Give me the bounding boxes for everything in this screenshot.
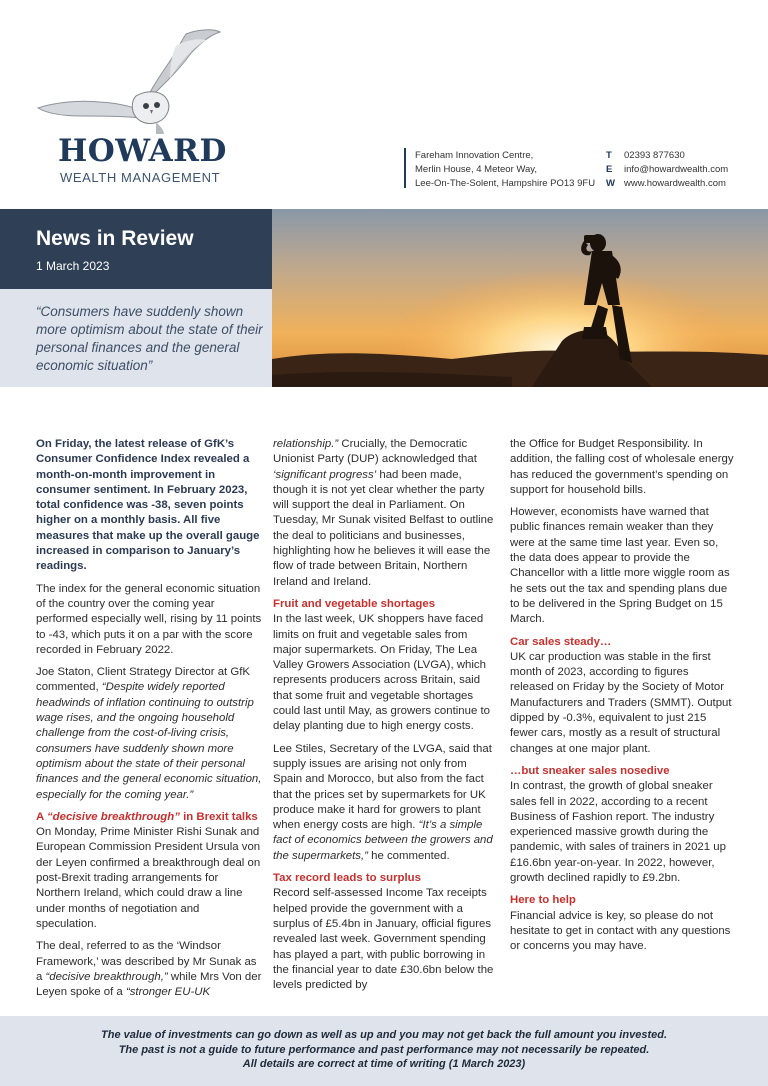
body-paragraph: the Office for Budget Responsibility. In addition, the falling cost of wholesale energy has reduced the government’s spending on support for household bills. [510, 438, 734, 496]
disclaimer-line: The past is not a guide to future performance and past performance may not necessarily be repeated. [118, 1043, 650, 1056]
owl-icon [36, 26, 236, 136]
section-heading-tax: Tax record leads to surplus [273, 872, 421, 885]
lead-paragraph: On Friday, the latest release of GfK’s Consumer Confidence Index revealed a month-on-month improvement in consumer sentiment. In February 2023, total confidence was -38, seven points higher on a monthly basis. All five measures that make up the overall gauge increased in comparison to January’s readings. [36, 438, 260, 573]
section-heading-fruit: Fruit and vegetable shortages [273, 597, 436, 610]
page-title: News in Review [36, 227, 194, 250]
body-paragraph: relationship.” Crucially, the Democratic Unionist Party (DUP) acknowledged that ‘significant progress’ had been made, though it is not yet clear whether the party will support the deal in Parliament. On Tuesday, Mr Sunak visited Belfast to outline the deal to politicians and businesses, highlighting how he believes it will ease the flow of trade between Britain, Northern Ireland and Ireland. [273, 438, 494, 588]
body-paragraph: The deal, referred to as the ‘Windsor Framework,’ was described by Mr Sunak as a “decisive breakthrough,” while Mrs Von der Leyen spoke of a “stronger EU-UK [36, 940, 262, 999]
disclaimer-line: The value of investments can go down as well as up and you may not get back the full amount you invested. [101, 1029, 667, 1041]
issue-date: 1 March 2023 [36, 259, 110, 273]
header-divider [404, 148, 406, 188]
address-block [415, 149, 595, 191]
brand-tagline: WEALTH MANAGEMENT [60, 170, 221, 185]
phone-row: T 02393 877630 [606, 150, 685, 161]
brand-name: HOWARD [58, 133, 227, 169]
disclaimer-footer [0, 1016, 768, 1086]
address-line: Merlin House, 4 Meteor Way, [415, 164, 537, 175]
email-row: E info@howardwealth.com [606, 164, 729, 175]
body-paragraph: Record self-assessed Income Tax receipts helped provide the government with a surplus of £5.4bn in January, official figures revealed last week. Government spending has played a part, with public borrowing in the financial year to date £30.6bn below the levels predicted by [273, 887, 494, 992]
email-link[interactable]: info@howardwealth.com [624, 164, 729, 175]
body-paragraph: Lee Stiles, Secretary of the LVGA, said that supply issues are arising not only from Spain and Morocco, but also from the fact that the prices set by supermarkets for UK produce make it hard for growers to plant when energy costs are high. “It’s a simple fact of economics between the growers and the supermarkets,” he commented. [273, 742, 493, 862]
pull-quote: “Consumers have suddenly shown more optimism about the state of their personal finances and the general economic situation” [36, 304, 263, 373]
body-paragraph: On Monday, Prime Minister Rishi Sunak and European Commission President Ursula von der Leyen confirmed a breakthrough deal on post-Brexit trading arrangements for Northern Ireland, which could draw a line under months of negotiation and speculation. [36, 826, 261, 930]
body-paragraph: UK car production was stable in the first month of 2023, according to figures released on Friday by the Society of Motor Manufacturers and Traders (SMMT). Output dipped by -0.3%, equivalent to just 215 fewer cars, mostly as a result of structural changes at one major plant. [510, 650, 732, 755]
hero-image [272, 209, 768, 387]
body-paragraph: In the last week, UK shoppers have faced limits on fruit and vegetable sales from major supermarkets. On Friday, The Lea Valley Growers Association (LVGA), which represents producers across Britain, said that some fruit and vegetable shortages could last until May, as growers continue to delay planting due to high energy costs. [273, 613, 490, 733]
website-row: W www.howardwealth.com [606, 178, 726, 189]
website-link[interactable]: www.howardwealth.com [624, 178, 726, 189]
article-column-2 [273, 437, 495, 1000]
body-paragraph: Financial advice is key, so please do not hesitate to get in contact with any questions or concerns you may have. [510, 909, 731, 953]
address-line: Fareham Innovation Centre, [415, 150, 534, 161]
section-heading-brexit: A “decisive breakthrough” in Brexit talks [36, 810, 258, 823]
body-paragraph: The index for the general economic situation of the country over the coming year performed especially well, rising by 11 points to -43, which puts it on a par with the score recorded in February 2022. [36, 582, 262, 656]
article-column-1 [36, 437, 262, 1007]
article-column-3 [510, 437, 734, 962]
quote-text: “Despite widely reported headwinds of inflation continuing to outstrip wage rises, and the ongoing household challenge from the cost-of-living crisis, consumers have suddenly shown more optimism about the state of their personal finances and the general economic situation, especially for the coming year.” [36, 681, 262, 801]
body-paragraph: However, economists have warned that public finances remain weaker than they were at the same time last year. Even so, the data does appear to provide the Chancellor with a little more wiggle room as he sets out the tax and spending plans due to be delivered in the Spring Budget on 15 March. [510, 506, 730, 626]
disclaimer-line: All details are correct at time of writing (1 March 2023) [242, 1058, 526, 1070]
body-paragraph: Joe Staton, Client Strategy Director at GfK commented, “Despite widely reported headwinds of inflation continuing to outstrip wage rises, and the ongoing household challenge from the cost-of-living crisis, consumers have suddenly shown more optimism about the state of their personal finances and the general economic situation, especially for the coming year.” [36, 666, 262, 801]
phone-number[interactable]: 02393 877630 [624, 150, 685, 161]
section-heading-sneaker-sales: …but sneaker sales nosedive [510, 764, 670, 777]
address-line: Lee-On-The-Solent, Hampshire PO13 9FU [415, 178, 596, 189]
section-heading-car-sales: Car sales steady… [510, 635, 612, 648]
body-paragraph: In contrast, the growth of global sneaker sales fell in 2022, according to a recent Business of Fashion report. The industry experienced massive growth during the pandemic, with sales of trainers in 2021 up £16.6bn year-on-year. In 2022, however, growth declined rapidly to £9.2bn. [510, 780, 726, 885]
section-heading-help: Here to help [510, 894, 576, 907]
contact-block [606, 149, 728, 191]
